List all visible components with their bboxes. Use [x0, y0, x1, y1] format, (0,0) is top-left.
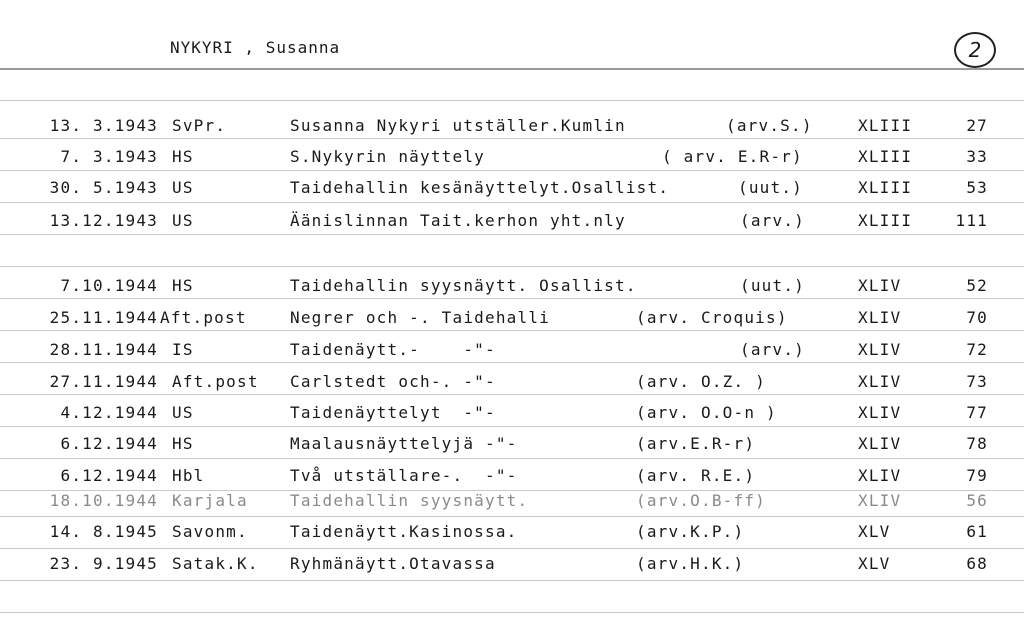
header-rule [0, 68, 1024, 70]
entry-date: 14. 8.1945 [49, 522, 158, 541]
ruled-line [0, 266, 1024, 267]
entry-date: 27.11.1944 [49, 372, 158, 391]
entry-date: 23. 9.1945 [49, 554, 158, 573]
entry-title: Maalausnäyttelyjä -"- [290, 434, 518, 453]
entry-page: 53 [966, 178, 988, 197]
entry-page: 27 [966, 116, 988, 135]
entry-review: (uut.) [738, 178, 803, 197]
entry-source: Aft.post [160, 308, 247, 327]
entry-title: Susanna Nykyri utställer.Kumlin [290, 116, 626, 135]
entry-source: HS [172, 434, 194, 453]
entry-source: US [172, 178, 194, 197]
entry-date: 18.10.1944 [49, 491, 158, 510]
entry-date: 6.12.1944 [60, 466, 158, 485]
entry-row [0, 178, 1024, 208]
entry-date: 4.12.1944 [60, 403, 158, 422]
entry-source: Savonm. [172, 522, 248, 541]
entry-row [0, 340, 1024, 370]
entry-date: 25.11.1944 [49, 308, 158, 327]
ruled-line [0, 612, 1024, 613]
entry-page: 33 [966, 147, 988, 166]
entry-volume: XLIII [858, 147, 913, 166]
entry-volume: XLIII [858, 211, 913, 230]
entry-title: Två utställare-. -"- [290, 466, 518, 485]
entry-review: (arv.S.) [726, 116, 813, 135]
entry-page: 78 [966, 434, 988, 453]
entry-page: 79 [966, 466, 988, 485]
card-heading-name: NYKYRI , Susanna [170, 38, 341, 57]
entry-review: (arv.H.K.) [636, 554, 745, 573]
entry-row [0, 147, 1024, 177]
entry-review: (arv. Croquis) [636, 308, 788, 327]
entry-date: 28.11.1944 [49, 340, 158, 359]
entry-review: (arv. O.Z. ) [636, 372, 766, 391]
entry-source: HS [172, 147, 194, 166]
entry-title: Carlstedt och-. -"- [290, 372, 496, 391]
entry-source: Satak.K. [172, 554, 259, 573]
entry-volume: XLIV [858, 308, 902, 327]
entry-volume: XLIV [858, 340, 902, 359]
entry-source: US [172, 211, 194, 230]
entry-review: (arv. O.O-n ) [636, 403, 777, 422]
entry-row [0, 211, 1024, 241]
card-number-circle: 2 [954, 32, 996, 68]
entry-page: 111 [955, 211, 988, 230]
entry-row [0, 403, 1024, 433]
entry-page: 61 [966, 522, 988, 541]
entry-source: Aft.post [172, 372, 259, 391]
entry-page: 68 [966, 554, 988, 573]
entry-row [0, 276, 1024, 306]
entry-source: IS [172, 340, 194, 359]
entry-row [0, 491, 1024, 521]
entry-page: 73 [966, 372, 988, 391]
ruled-line [0, 100, 1024, 101]
entry-title: Negrer och -. Taidehalli [290, 308, 550, 327]
entry-title: Taidenäyttelyt -"- [290, 403, 496, 422]
entry-review: (uut.) [740, 276, 805, 295]
entry-review: ( arv. E.R-r) [662, 147, 803, 166]
entry-source: Hbl [172, 466, 205, 485]
entry-source: HS [172, 276, 194, 295]
entry-row [0, 554, 1024, 584]
entry-row [0, 116, 1024, 146]
entry-date: 13. 3.1943 [49, 116, 158, 135]
entry-volume: XLIV [858, 372, 902, 391]
entry-volume: XLIV [858, 403, 902, 422]
entry-page: 70 [966, 308, 988, 327]
entry-date: 7.10.1944 [60, 276, 158, 295]
entry-source: Karjala [172, 491, 248, 510]
entry-title: Taidehallin syysnäytt. Osallist. [290, 276, 637, 295]
entry-row [0, 434, 1024, 464]
entry-volume: XLIV [858, 466, 902, 485]
entry-date: 6.12.1944 [60, 434, 158, 453]
entry-source: SvPr. [172, 116, 227, 135]
entry-date: 13.12.1943 [49, 211, 158, 230]
entry-page: 72 [966, 340, 988, 359]
entry-review: (arv.) [740, 340, 805, 359]
entry-volume: XLIII [858, 116, 913, 135]
entry-title: Taidenäytt.Kasinossa. [290, 522, 518, 541]
entry-title: S.Nykyrin näyttely [290, 147, 485, 166]
entry-review: (arv.) [740, 211, 805, 230]
entry-date: 30. 5.1943 [49, 178, 158, 197]
entry-review: (arv.O.B-ff) [636, 491, 766, 510]
entry-page: 56 [966, 491, 988, 510]
entry-title: Taidehallin syysnäytt. [290, 491, 529, 510]
entry-date: 7. 3.1943 [60, 147, 158, 166]
entry-volume: XLIV [858, 276, 902, 295]
entry-row [0, 308, 1024, 338]
entry-page: 52 [966, 276, 988, 295]
entry-page: 77 [966, 403, 988, 422]
entry-review: (arv. R.E.) [636, 466, 756, 485]
entry-row [0, 372, 1024, 402]
entry-volume: XLIV [858, 434, 902, 453]
entry-title: Taidenäytt.- -"- [290, 340, 496, 359]
entry-volume: XLV [858, 522, 891, 541]
entry-source: US [172, 403, 194, 422]
entry-volume: XLIII [858, 178, 913, 197]
entry-title: Äänislinnan Tait.kerhon yht.nly [290, 211, 626, 230]
entry-review: (arv.E.R-r) [636, 434, 756, 453]
entry-review: (arv.K.P.) [636, 522, 745, 541]
entry-volume: XLV [858, 554, 891, 573]
entry-row [0, 522, 1024, 552]
entry-title: Ryhmänäytt.Otavassa [290, 554, 496, 573]
entry-volume: XLIV [858, 491, 902, 510]
entry-title: Taidehallin kesänäyttelyt.Osallist. [290, 178, 670, 197]
